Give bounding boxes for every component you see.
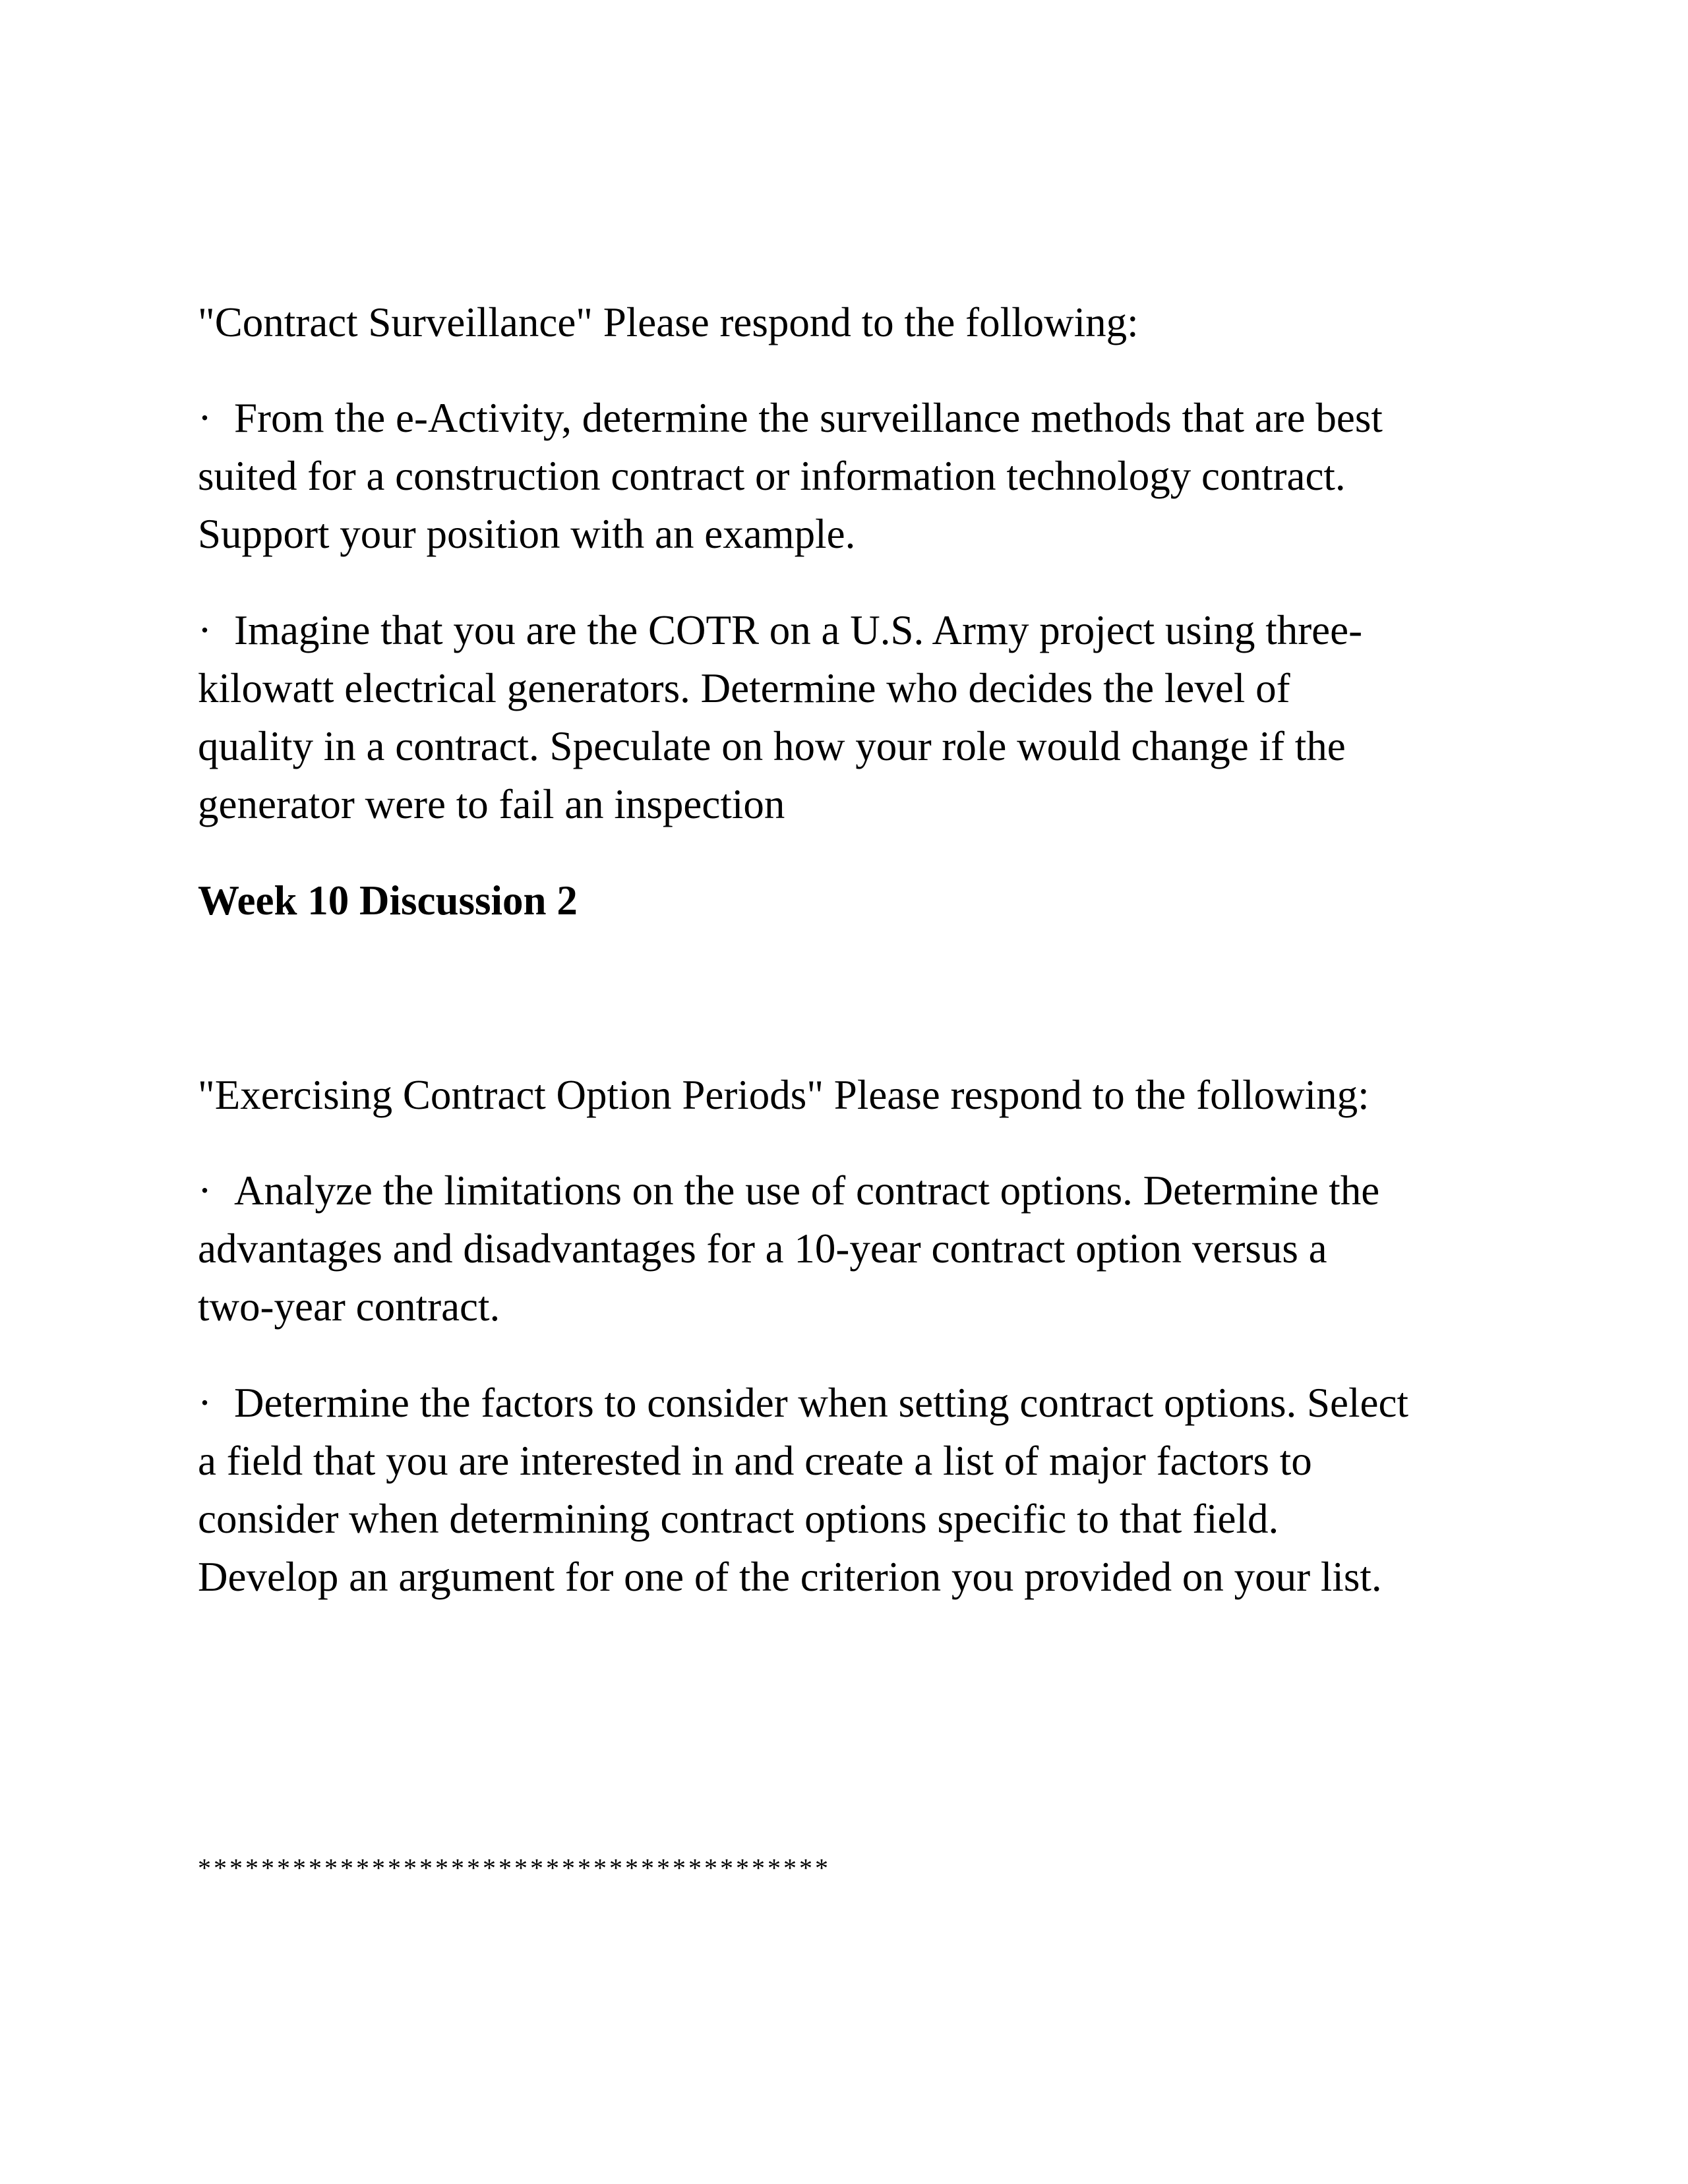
bullet-text: two-year contract.: [198, 1284, 500, 1330]
bullet-text: advantages and disadvantages for a 10-year contract option versus a: [198, 1225, 1327, 1272]
bullet-text: Imagine that you are the COTR on a U.S. Army project using three-: [234, 607, 1363, 653]
bullet-line: [198, 1374, 1510, 1432]
bullet-text: a field that you are interested in and create a list of major factors to: [198, 1438, 1312, 1484]
bullet-dot: ·: [198, 607, 212, 653]
bullet-line: [198, 389, 1510, 447]
bullet-dot: ·: [198, 1380, 212, 1426]
bullet-text: From the e-Activity, determine the surveillance methods that are best: [234, 395, 1383, 441]
week-heading: Week 10 Discussion 2: [198, 877, 578, 924]
section2-prompt: "Exercising Contract Option Periods" Please respond to the following:: [198, 1072, 1370, 1118]
bullet-text: Develop an argument for one of the criterion you provided on your list.: [198, 1554, 1382, 1600]
bullet-text: suited for a construction contract or information technology contract.: [198, 453, 1346, 499]
section2-bullet1: [198, 1162, 1510, 1336]
bullet-line: [198, 601, 1510, 659]
bullet-text: kilowatt electrical generators. Determine who decides the level of: [198, 665, 1290, 711]
section1-bullet1: [198, 389, 1510, 563]
section1-bullet2: [198, 601, 1510, 833]
section2-bullet2: [198, 1374, 1510, 1606]
separator-stars: ****************************************: [198, 1853, 831, 1883]
section1-prompt: "Contract Surveillance" Please respond to the following:: [198, 299, 1139, 345]
bullet-line: [198, 1162, 1510, 1220]
bullet-dot: ·: [198, 1167, 212, 1214]
bullet-text: generator were to fail an inspection: [198, 781, 785, 827]
bullet-text: Support your position with an example.: [198, 511, 856, 557]
bullet-text: Analyze the limitations on the use of contract options. Determine the: [234, 1167, 1380, 1214]
bullet-text: quality in a contract. Speculate on how your role would change if the: [198, 723, 1346, 769]
bullet-dot: ·: [198, 395, 212, 441]
bullet-text: consider when determining contract options specific to that field.: [198, 1496, 1279, 1542]
bullet-text: Determine the factors to consider when setting contract options. Select: [234, 1380, 1408, 1426]
